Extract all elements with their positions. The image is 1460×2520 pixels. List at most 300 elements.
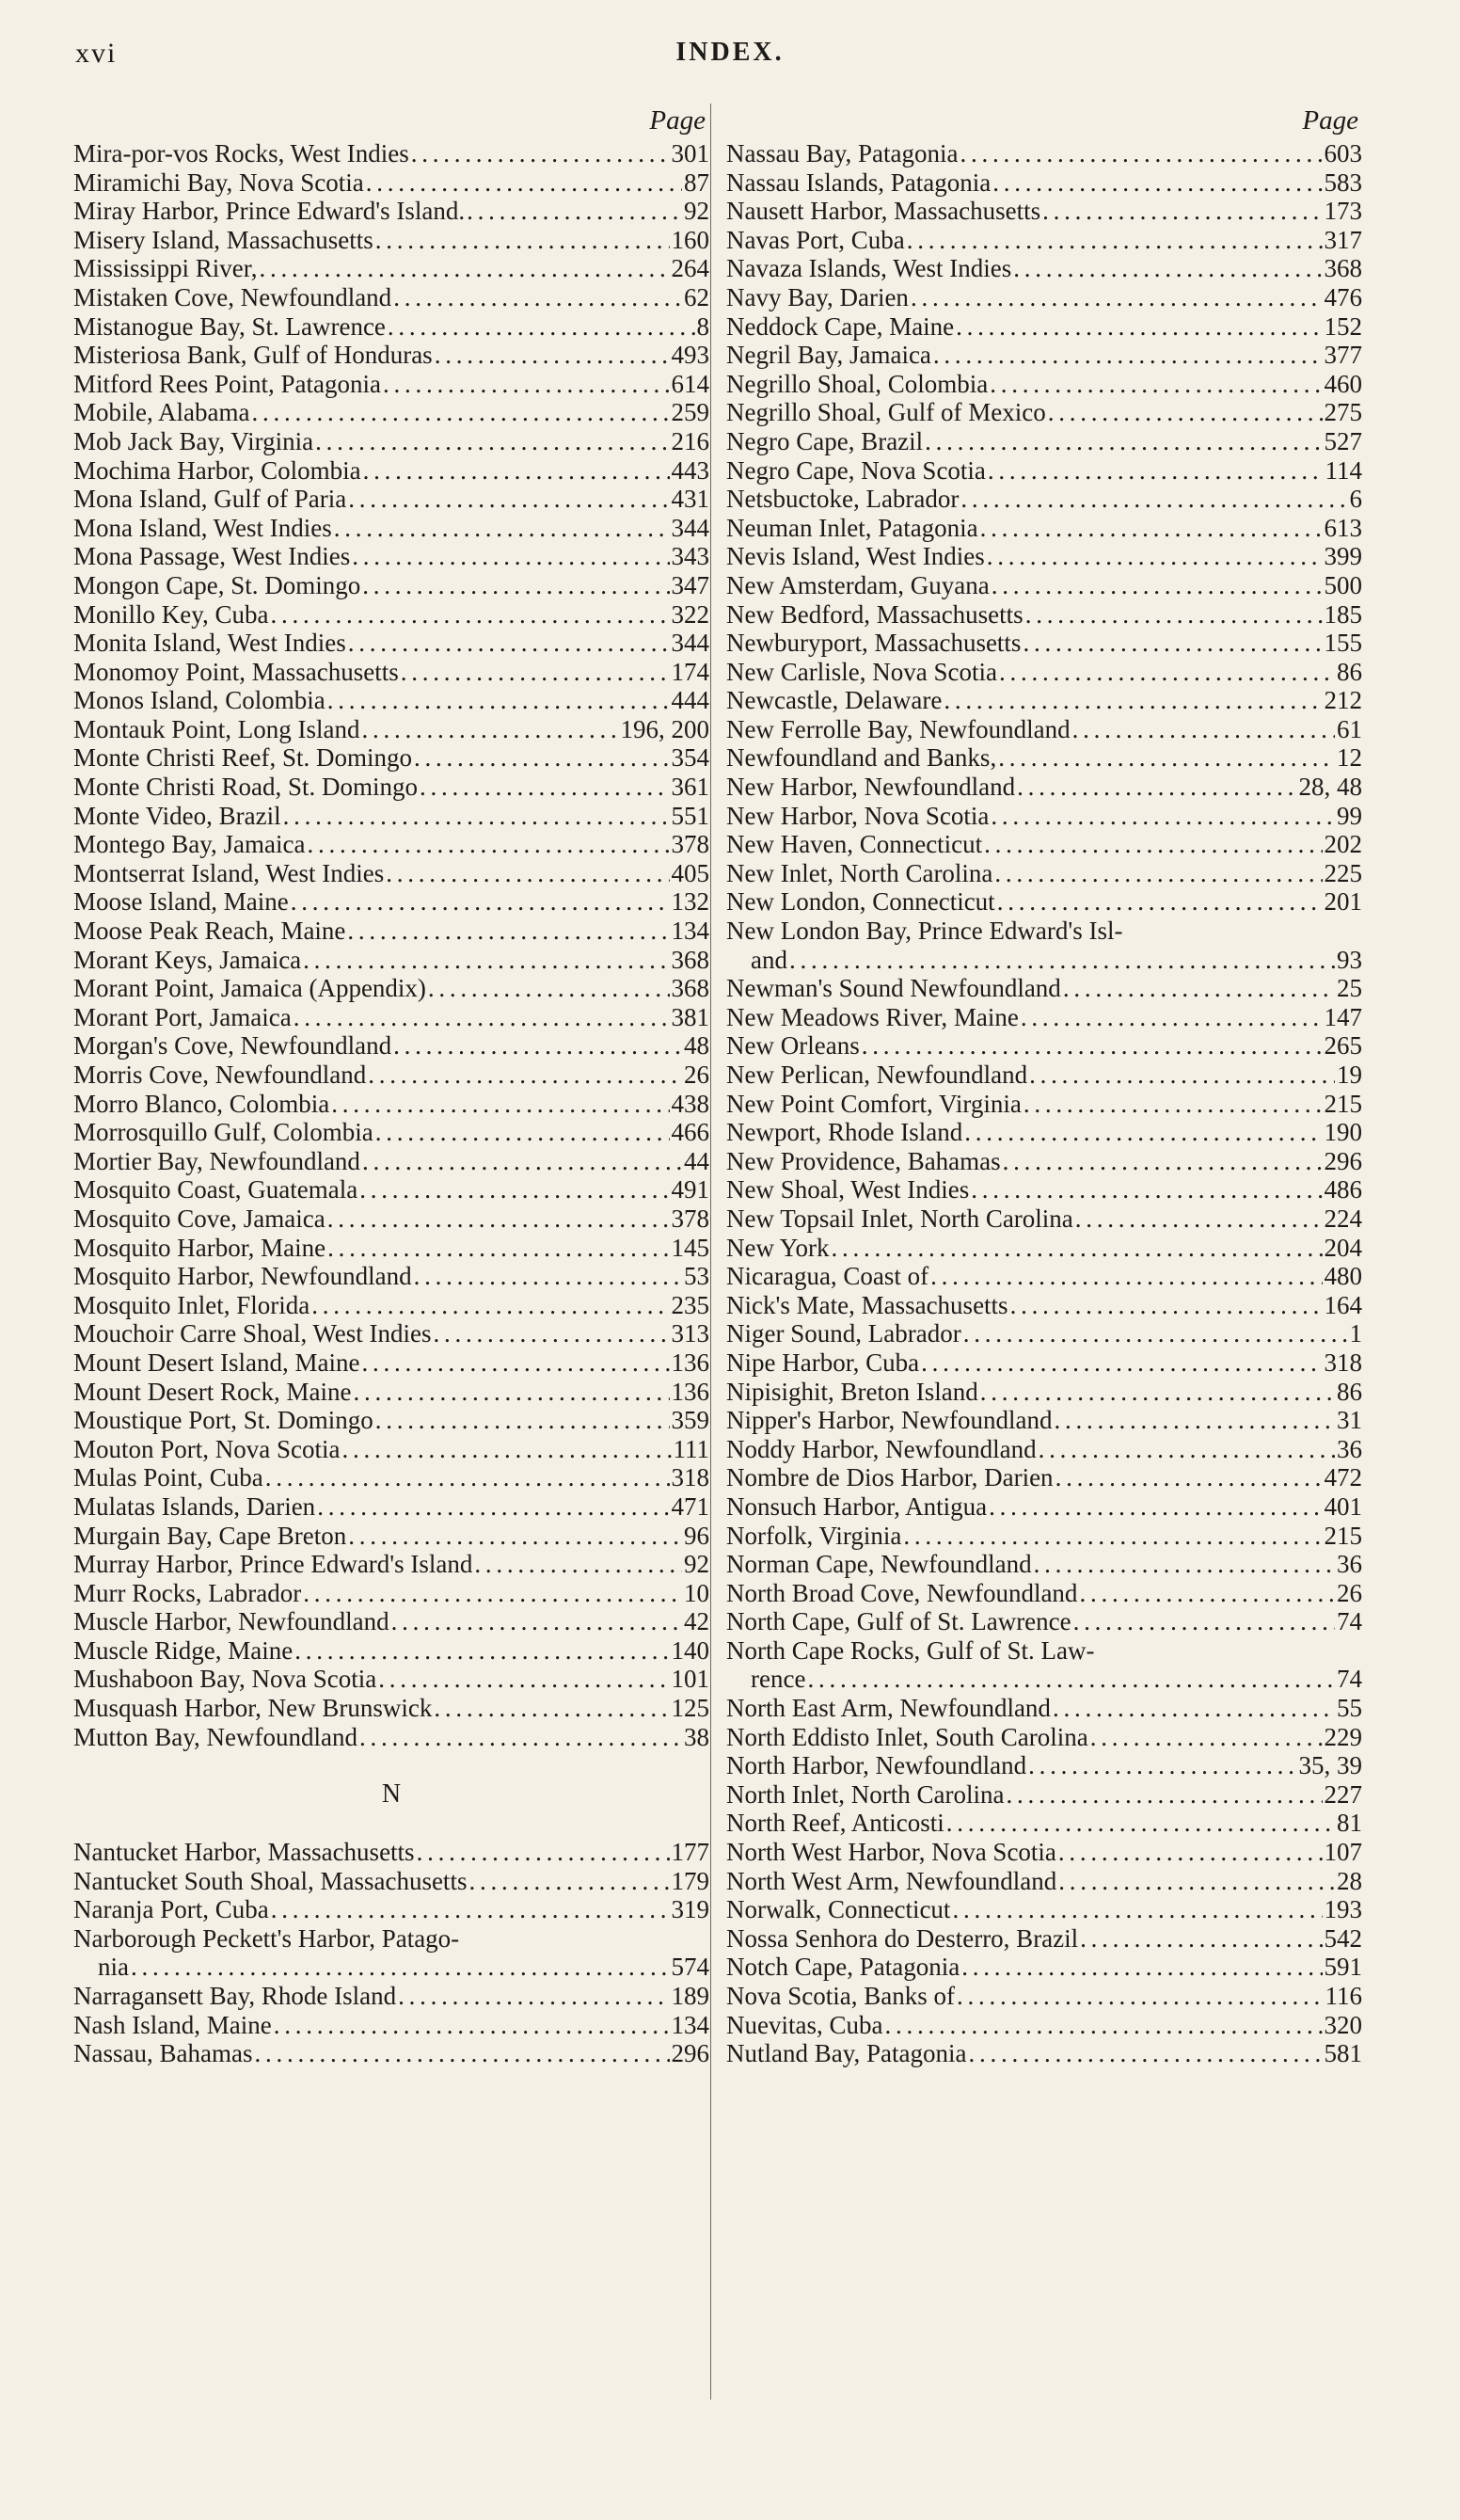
entry-page: 472 [1324, 1463, 1362, 1492]
dot-leader [398, 1982, 669, 2011]
index-entry [73, 1234, 709, 1263]
entry-name: Murr Rocks, Labrador [73, 1578, 302, 1607]
dot-leader [362, 715, 619, 744]
index-entry [73, 1924, 709, 1954]
dot-leader [386, 859, 669, 888]
index-entry [73, 197, 709, 226]
entry-name: Newfoundland and Banks, [726, 743, 997, 773]
entry-page: 344 [671, 513, 709, 542]
index-entry [73, 2039, 709, 2068]
entry-page: 8 [696, 311, 709, 341]
dot-leader [327, 1234, 669, 1263]
dot-leader [391, 1607, 682, 1636]
index-entry [73, 254, 709, 283]
dot-leader [251, 398, 669, 427]
entry-name: North West Harbor, Nova Scotia [726, 1838, 1056, 1867]
index-entry [73, 1867, 709, 1896]
index-entry [73, 1463, 709, 1492]
entry-name: Newcastle, Delaware [726, 686, 943, 715]
entry-page: 318 [671, 1463, 709, 1492]
dot-leader [862, 1031, 1323, 1061]
dot-leader [999, 658, 1335, 687]
entry-page: 368 [671, 974, 709, 1003]
entry-page: 500 [1324, 570, 1362, 599]
index-entry [73, 1435, 709, 1464]
entry-page: 443 [671, 455, 709, 485]
entry-page: 354 [671, 743, 709, 773]
dot-leader [921, 1348, 1322, 1378]
dot-leader [992, 168, 1322, 198]
dot-leader [832, 1234, 1323, 1263]
dot-leader [968, 2039, 1322, 2068]
right-column [726, 102, 1362, 2068]
entry-name: Newburyport, Massachusetts [726, 629, 1022, 658]
index-entry [73, 1694, 709, 1723]
entry-name: Mortier Bay, Newfoundland [73, 1146, 360, 1175]
entry-page: 493 [671, 341, 709, 370]
entry-page: 1 [1349, 1319, 1362, 1348]
entry-name: Nonsuch Harbor, Antigua [726, 1491, 988, 1521]
entry-name: Mob Jack Bay, Virginia [73, 426, 314, 455]
entry-page: 275 [1324, 398, 1362, 427]
entry-name: North Broad Cove, Newfoundland [726, 1578, 1078, 1607]
entry-page: 603 [1324, 139, 1362, 167]
section-letter: N [381, 1779, 402, 1810]
index-entry [726, 1895, 1362, 1924]
entry-name-continued: and [751, 945, 787, 974]
entry-page: 35, 39 [1298, 1751, 1362, 1780]
dot-leader [907, 226, 1323, 255]
dot-leader [960, 485, 1347, 514]
entry-name: Montauk Point, Long Island [73, 714, 360, 743]
entry-page: 152 [1324, 311, 1362, 341]
entry-page: 93 [1337, 945, 1362, 974]
entry-name: Monillo Key, Cuba [73, 599, 269, 629]
entry-name: North Cape, Gulf of St. Lawrence [726, 1607, 1071, 1636]
entry-page: 527 [1324, 426, 1362, 455]
entry-page: 319 [671, 1895, 709, 1924]
index-entry [73, 1003, 709, 1032]
entry-page: 101 [671, 1665, 709, 1694]
index-entry [726, 1378, 1362, 1407]
entry-name: Mistaken Cove, Newfoundland [73, 282, 392, 311]
entry-name: New Orleans [726, 1031, 860, 1061]
entry-page: 215 [1324, 1089, 1362, 1118]
index-entry [726, 1492, 1362, 1522]
entry-page: 62 [684, 282, 709, 311]
index-list-n [73, 1838, 709, 2068]
entry-name: Niger Sound, Labrador [726, 1319, 961, 1348]
dot-leader [259, 254, 669, 283]
index-entry [73, 341, 709, 370]
entry-page: 212 [1324, 686, 1362, 715]
entry-page: 551 [671, 801, 709, 830]
entry-name: Nova Scotia, Banks of [726, 1982, 955, 2010]
entry-page: 42 [684, 1607, 709, 1636]
entry-name: Nipisighit, Breton Island [726, 1377, 978, 1406]
entry-page: 215 [1324, 1521, 1362, 1550]
entry-page: 296 [1324, 1146, 1362, 1175]
dot-leader [1021, 1003, 1323, 1032]
index-entry [726, 773, 1362, 802]
index-entry [73, 629, 709, 658]
entry-name: New York [726, 1233, 830, 1262]
index-entry [726, 1780, 1362, 1810]
dot-leader [971, 1175, 1322, 1204]
entry-page: 320 [1324, 2010, 1362, 2039]
index-entry [726, 1406, 1362, 1435]
dot-leader [283, 802, 670, 831]
entry-name: Negro Cape, Brazil [726, 426, 924, 455]
entry-page: 173 [1324, 197, 1362, 226]
entry-page: 381 [671, 1002, 709, 1031]
index-entry [726, 1291, 1362, 1320]
dot-leader [348, 629, 670, 658]
dot-leader [131, 1953, 670, 1982]
entry-page: 438 [671, 1089, 709, 1118]
index-entry [726, 1607, 1362, 1636]
entry-page: 204 [1324, 1233, 1362, 1262]
entry-name: Norman Cape, Newfoundland [726, 1550, 1032, 1579]
entry-name: Montego Bay, Jamaica [73, 830, 306, 859]
entry-page: 28, 48 [1298, 773, 1362, 802]
dot-leader [1055, 1463, 1323, 1492]
index-entry [726, 168, 1362, 198]
index-entry [726, 1003, 1362, 1032]
entry-page: 164 [1324, 1290, 1362, 1319]
entry-page: 48 [684, 1031, 709, 1061]
entry-name: Misery Island, Massachusetts [73, 225, 373, 254]
entry-page: 201 [1324, 887, 1362, 917]
index-entry [73, 773, 709, 802]
left-column [73, 102, 709, 2068]
entry-page: 26 [684, 1061, 709, 1089]
entry-name: Misteriosa Bank, Gulf of Honduras [73, 341, 433, 370]
index-entry [726, 1319, 1362, 1348]
dot-leader [1080, 1924, 1322, 1954]
entry-page: 574 [671, 1953, 709, 1982]
entry-name: Mosquito Coast, Guatemala [73, 1175, 358, 1204]
index-entry [73, 1090, 709, 1119]
index-entry [73, 1723, 709, 1752]
dot-leader [980, 514, 1323, 543]
entry-name: Monte Christi Reef, St. Domingo [73, 743, 412, 773]
dot-leader [428, 974, 670, 1003]
index-entry [73, 946, 709, 975]
entry-page: 378 [671, 830, 709, 859]
dot-leader [961, 1953, 1322, 1982]
entry-name: New Bedford, Massachusetts [726, 599, 1024, 629]
index-entry [73, 658, 709, 687]
dot-leader [347, 917, 669, 946]
dot-leader [930, 1262, 1322, 1291]
dot-leader [1063, 974, 1335, 1003]
dot-leader [303, 1579, 682, 1608]
entry-page: 196, 200 [620, 714, 709, 743]
entry-name: Norwalk, Connecticut [726, 1895, 951, 1924]
entry-name: Newport, Rhode Island [726, 1118, 963, 1147]
index-entry [726, 1751, 1362, 1780]
entry-name: Netsbuctoke, Labrador [726, 485, 960, 514]
entry-name: Nicaragua, Coast of [726, 1262, 929, 1291]
entry-name: Mongon Cape, St. Domingo [73, 570, 361, 599]
entry-name: New Harbor, Newfoundland [726, 773, 1016, 802]
index-entry [73, 571, 709, 600]
entry-name: Mulatas Islands, Darien [73, 1491, 316, 1521]
dot-leader [952, 1895, 1322, 1924]
dot-leader [331, 1090, 669, 1119]
entry-name: Moustique Port, St. Domingo [73, 1406, 373, 1435]
dot-leader [1010, 1291, 1323, 1320]
dot-leader [303, 946, 669, 975]
entry-name: Murgain Bay, Cape Breton [73, 1521, 347, 1550]
entry-page: 313 [671, 1319, 709, 1348]
entry-name: Mouchoir Carre Shoal, West Indies [73, 1319, 432, 1348]
index-entry [73, 456, 709, 486]
entry-name: Noddy Harbor, Newfoundland [726, 1434, 1037, 1463]
dot-leader [383, 370, 670, 399]
entry-page: 301 [671, 139, 709, 167]
entry-page: 259 [671, 398, 709, 427]
index-entry [73, 1838, 709, 1867]
index-entry [73, 1118, 709, 1147]
entry-page: 486 [1324, 1175, 1362, 1204]
index-entry [726, 802, 1362, 831]
entry-page: 583 [1324, 167, 1362, 197]
entry-page: 359 [671, 1406, 709, 1435]
entry-name: Morris Cove, Newfoundland [73, 1061, 367, 1089]
entry-page: 177 [671, 1838, 709, 1867]
dot-leader [1028, 1751, 1296, 1780]
index-entry [726, 1953, 1362, 1982]
dot-leader [957, 1982, 1324, 2011]
entry-name: Mistanogue Bay, St. Lawrence [73, 311, 386, 341]
index-entry [726, 1809, 1362, 1838]
entry-page: 155 [1324, 629, 1362, 658]
entry-page: 116 [1325, 1982, 1362, 2010]
entry-name: Moose Peak Reach, Maine [73, 917, 346, 946]
index-entry [726, 139, 1362, 168]
entry-name: New Perlican, Newfoundland [726, 1061, 1028, 1089]
dot-leader [1034, 1550, 1335, 1579]
entry-name: Monte Christi Road, St. Domingo [73, 773, 419, 802]
index-entry [726, 629, 1362, 658]
dot-leader [960, 139, 1322, 168]
entry-name: Monos Island, Colombia [73, 686, 325, 715]
index-entry-continuation [726, 946, 1362, 975]
entry-page: 480 [1324, 1262, 1362, 1291]
index-entry [73, 139, 709, 168]
entry-page: 99 [1337, 801, 1362, 830]
dot-leader [963, 1319, 1348, 1348]
index-list-n-continued [726, 139, 1362, 2068]
entry-page: 86 [1337, 1377, 1362, 1406]
entry-name: Morgan's Cove, Newfoundland [73, 1031, 392, 1061]
dot-leader [353, 1378, 669, 1407]
index-entry [726, 398, 1362, 427]
index-entry [726, 830, 1362, 859]
entry-name: Nausett Harbor, Massachusetts [726, 197, 1041, 226]
entry-name: Mount Desert Island, Maine [73, 1348, 360, 1377]
dot-leader [393, 1031, 682, 1061]
entry-page: 92 [684, 1550, 709, 1579]
index-entry [73, 1147, 709, 1176]
index-entry [73, 514, 709, 543]
entry-page: 491 [671, 1175, 709, 1204]
entry-page: 6 [1349, 485, 1362, 514]
entry-page: 111 [673, 1434, 709, 1463]
entry-page: 377 [1324, 341, 1362, 370]
dot-leader [980, 1378, 1335, 1407]
index-entry [726, 1061, 1362, 1090]
dot-leader [1058, 1867, 1335, 1896]
dot-leader [411, 139, 670, 168]
index-entry [73, 974, 709, 1003]
entry-page: 136 [671, 1348, 709, 1377]
dot-leader [1054, 1406, 1335, 1435]
dot-leader [1039, 1435, 1335, 1464]
dot-leader [468, 1867, 669, 1896]
entry-page: 44 [684, 1146, 709, 1175]
dot-leader [362, 1147, 682, 1176]
entry-page: 10 [684, 1578, 709, 1607]
entry-page: 185 [1324, 599, 1362, 629]
dot-leader [1079, 1579, 1335, 1608]
entry-name: Norfolk, Virginia [726, 1521, 902, 1550]
index-entry [73, 1636, 709, 1666]
entry-name: New London, Connecticut [726, 887, 995, 917]
entry-name: Mosquito Inlet, Florida [73, 1290, 310, 1319]
dot-leader [944, 686, 1322, 715]
entry-page: 399 [1324, 542, 1362, 571]
entry-name: Nutland Bay, Patagonia [726, 2039, 967, 2068]
index-entry [726, 658, 1362, 687]
entry-name: Mutton Bay, Newfoundland [73, 1722, 357, 1751]
entry-name: Mona Island, Gulf of Paria [73, 485, 347, 514]
entry-name: Nassau Bay, Patagonia [726, 139, 959, 167]
dot-leader [388, 312, 695, 342]
entry-page: 28 [1337, 1866, 1362, 1895]
index-entry [726, 1636, 1362, 1666]
entry-name: Nantucket Harbor, Massachusetts [73, 1838, 415, 1867]
entry-name: Monte Video, Brazil [73, 801, 281, 830]
entry-name: Naranja Port, Cuba [73, 1895, 269, 1924]
index-entry [73, 1607, 709, 1636]
dot-leader [474, 1550, 682, 1579]
entry-name: Newman's Sound Newfoundland [726, 974, 1061, 1003]
entry-page: 347 [671, 570, 709, 599]
index-entry [726, 917, 1362, 946]
dot-leader [420, 773, 669, 802]
entry-name: Nevis Island, West Indies [726, 542, 985, 571]
index-entry [73, 1550, 709, 1579]
dot-leader [414, 743, 670, 773]
dot-leader [1075, 1204, 1323, 1234]
entry-page: 405 [671, 858, 709, 887]
index-entry [73, 743, 709, 773]
entry-name: North Reef, Anticosti [726, 1809, 944, 1838]
entry-name: Mira-por-vos Rocks, West Indies [73, 139, 409, 167]
entry-name: Narragansett Bay, Rhode Island [73, 1982, 397, 2011]
dot-leader [997, 887, 1323, 917]
entry-name: Mosquito Cove, Jamaica [73, 1204, 325, 1233]
dot-leader [434, 1694, 669, 1723]
entry-page: 322 [671, 599, 709, 629]
entry-name: Mississippi River, [73, 254, 258, 283]
page-column-heading: Page [649, 105, 706, 136]
entry-page: 591 [1324, 1953, 1362, 1982]
index-entry [726, 600, 1362, 630]
index-entry [73, 600, 709, 630]
dot-leader [946, 1809, 1335, 1838]
entry-page: 581 [1324, 2039, 1362, 2068]
entry-page: 227 [1324, 1779, 1362, 1809]
entry-page: 344 [671, 629, 709, 658]
entry-name: Nipper's Harbor, Newfoundland [726, 1406, 1053, 1435]
dot-leader [991, 802, 1335, 831]
entry-page: 160 [671, 225, 709, 254]
index-entry [73, 1522, 709, 1551]
index-entry [73, 859, 709, 888]
entry-page: 378 [671, 1204, 709, 1233]
index-entry [726, 887, 1362, 917]
entry-page: 55 [1337, 1694, 1362, 1723]
entry-name: Nombre de Dios Harbor, Darien [726, 1463, 1054, 1492]
entry-page: 86 [1337, 657, 1362, 686]
dot-leader [359, 1723, 682, 1752]
dot-leader [348, 1522, 682, 1551]
dot-leader [1073, 1607, 1335, 1636]
entry-page: 444 [671, 686, 709, 715]
dot-leader [334, 514, 670, 543]
entry-name: Mushaboon Bay, Nova Scotia [73, 1665, 377, 1694]
index-entry [73, 542, 709, 571]
dot-leader [291, 887, 670, 917]
entry-name: Miray Harbor, Prince Edward's Island. [73, 197, 466, 226]
dot-leader [315, 427, 669, 456]
entry-page: 368 [671, 945, 709, 974]
index-entry [726, 1204, 1362, 1234]
dot-leader [327, 686, 670, 715]
dot-leader [964, 1118, 1322, 1147]
entry-page: 361 [671, 773, 709, 802]
entry-name: Narborough Peckett's Harbor, Patago- [73, 1923, 460, 1953]
index-entry [726, 1147, 1362, 1176]
dot-leader [294, 1003, 670, 1032]
dot-leader [435, 341, 670, 370]
index-entry [73, 1319, 709, 1348]
dot-leader [467, 197, 682, 226]
entry-page: 114 [1325, 455, 1362, 485]
entry-page: 96 [684, 1521, 709, 1550]
index-entry [726, 686, 1362, 715]
index-entry [73, 917, 709, 946]
entry-page: 189 [671, 1982, 709, 2011]
entry-name: Nossa Senhora do Desterro, Brazil [726, 1923, 1079, 1953]
index-entry [726, 1435, 1362, 1464]
entry-page: 31 [1337, 1406, 1362, 1435]
entry-page: 25 [1337, 974, 1362, 1003]
entry-name: Navy Bay, Darien [726, 282, 909, 311]
entry-name: Mouton Port, Nova Scotia [73, 1434, 341, 1463]
index-entry [73, 1291, 709, 1320]
dot-leader [988, 456, 1324, 486]
index-entry [726, 974, 1362, 1003]
entry-name: Mosquito Harbor, Newfoundland [73, 1262, 412, 1291]
entry-name: Morant Keys, Jamaica [73, 945, 302, 974]
dot-leader [1013, 254, 1322, 283]
entry-name: North Harbor, Newfoundland [726, 1751, 1027, 1780]
